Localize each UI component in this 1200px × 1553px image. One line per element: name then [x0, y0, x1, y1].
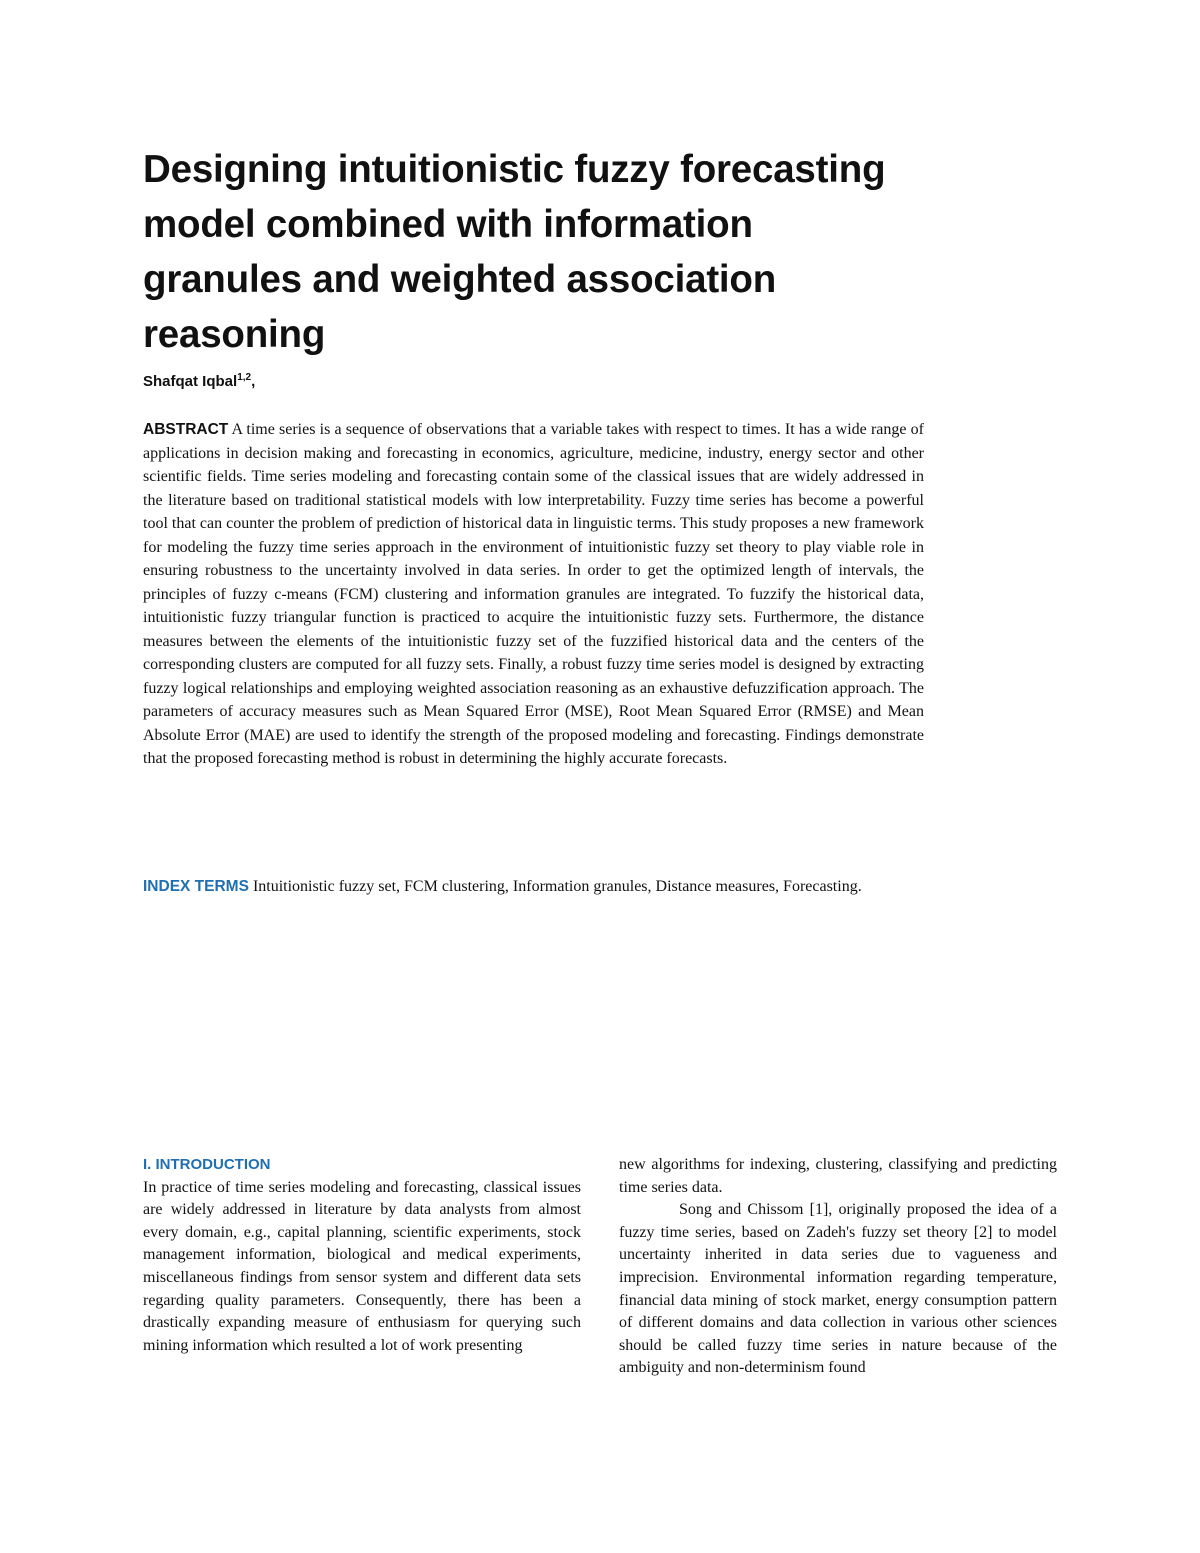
author-name: Shafqat Iqbal: [143, 373, 238, 390]
section-heading-introduction: I. INTRODUCTION: [143, 1156, 271, 1173]
index-terms: [143, 874, 863, 899]
author-trailing: ,: [251, 373, 256, 390]
introduction-paragraph-right-2: Song and Chissom [1], originally proposed the idea of a fuzzy time series, based on Zadeh's fuzzy set theory [2] to model uncertainty inherited in data series due to vagueness and imprecision. Environmental information regarding temperature, financial data mining of stock market, energy consumption pattern of different domains and data collection in various other sciences should be called fuzzy time series in nature because of the ambiguity and non-determinism found: [619, 1201, 1057, 1377]
right-column: [619, 1154, 1057, 1380]
abstract-text: A time series is a sequence of observations that a variable takes with respect to times. It has a wide range of applications in decision making and forecasting in economics, agriculture, medicine, industry, energy sector and other scientific fields. Time series modeling and forecasting contain some of the classical issues that are widely addressed in the literature based on traditional statistical models with low interpretability. Fuzzy time series has become a powerful tool that can counter the problem of prediction of historical data in linguistic terms. This study proposes a new framework for modeling the fuzzy time series approach in the environment of intuitionistic fuzzy set theory to play viable role in ensuring robustness to the uncertainty involved in data series. In order to get the optimized length of intervals, the principles of fuzzy c-means (FCM) clustering and information granules are integrated. To fuzzify the historical data, intuitionistic fuzzy triangular function is practiced to acquire the intuitionistic fuzzy sets. Furthermore, the distance measures between the elements of the intuitionistic fuzzy set of the fuzzified historical data and the centers of the corresponding clusters are computed for all fuzzy sets. Finally, a robust fuzzy time series model is designed by extracting fuzzy logical relationships and employing weighted association reasoning as an exhaustive defuzzification approach. The parameters of accuracy measures such as Mean Squared Error (MSE), Root Mean Squared Error (RMSE) and Mean Absolute Error (MAE) are used to identify the strength of the proposed modeling and forecasting. Findings demonstrate that the proposed forecasting method is robust in determining the highly accurate forecasts.: [143, 421, 924, 767]
paper-title: Designing intuitionistic fuzzy forecasting model combined with information granules and weighted association reasoning: [143, 148, 886, 356]
abstract-label: ABSTRACT: [143, 421, 229, 438]
author-affiliation-marks: 1,2: [237, 372, 252, 383]
introduction-paragraph-right-1: new algorithms for indexing, clustering, classifying and predicting time series data.: [619, 1156, 1057, 1196]
abstract: [143, 418, 924, 771]
left-column: [143, 1154, 581, 1357]
author-line: [143, 370, 255, 394]
index-terms-label: INDEX TERMS: [143, 878, 249, 895]
index-terms-text: Intuitionistic fuzzy set, FCM clustering, Information granules, Distance measures, Forecasting.: [252, 878, 862, 895]
introduction-paragraph-left: In practice of time series modeling and forecasting, classical issues are widely addressed in literature by data analysts from almost every domain, e.g., capital planning, scientific experiments, stock management information, biological and medical experiments, miscellaneous findings from sensor system and different data sets regarding quality parameters. Consequently, there has been a drastically expanding measure of enthusiasm for querying such mining information which resulted a lot of work presenting: [143, 1178, 581, 1354]
